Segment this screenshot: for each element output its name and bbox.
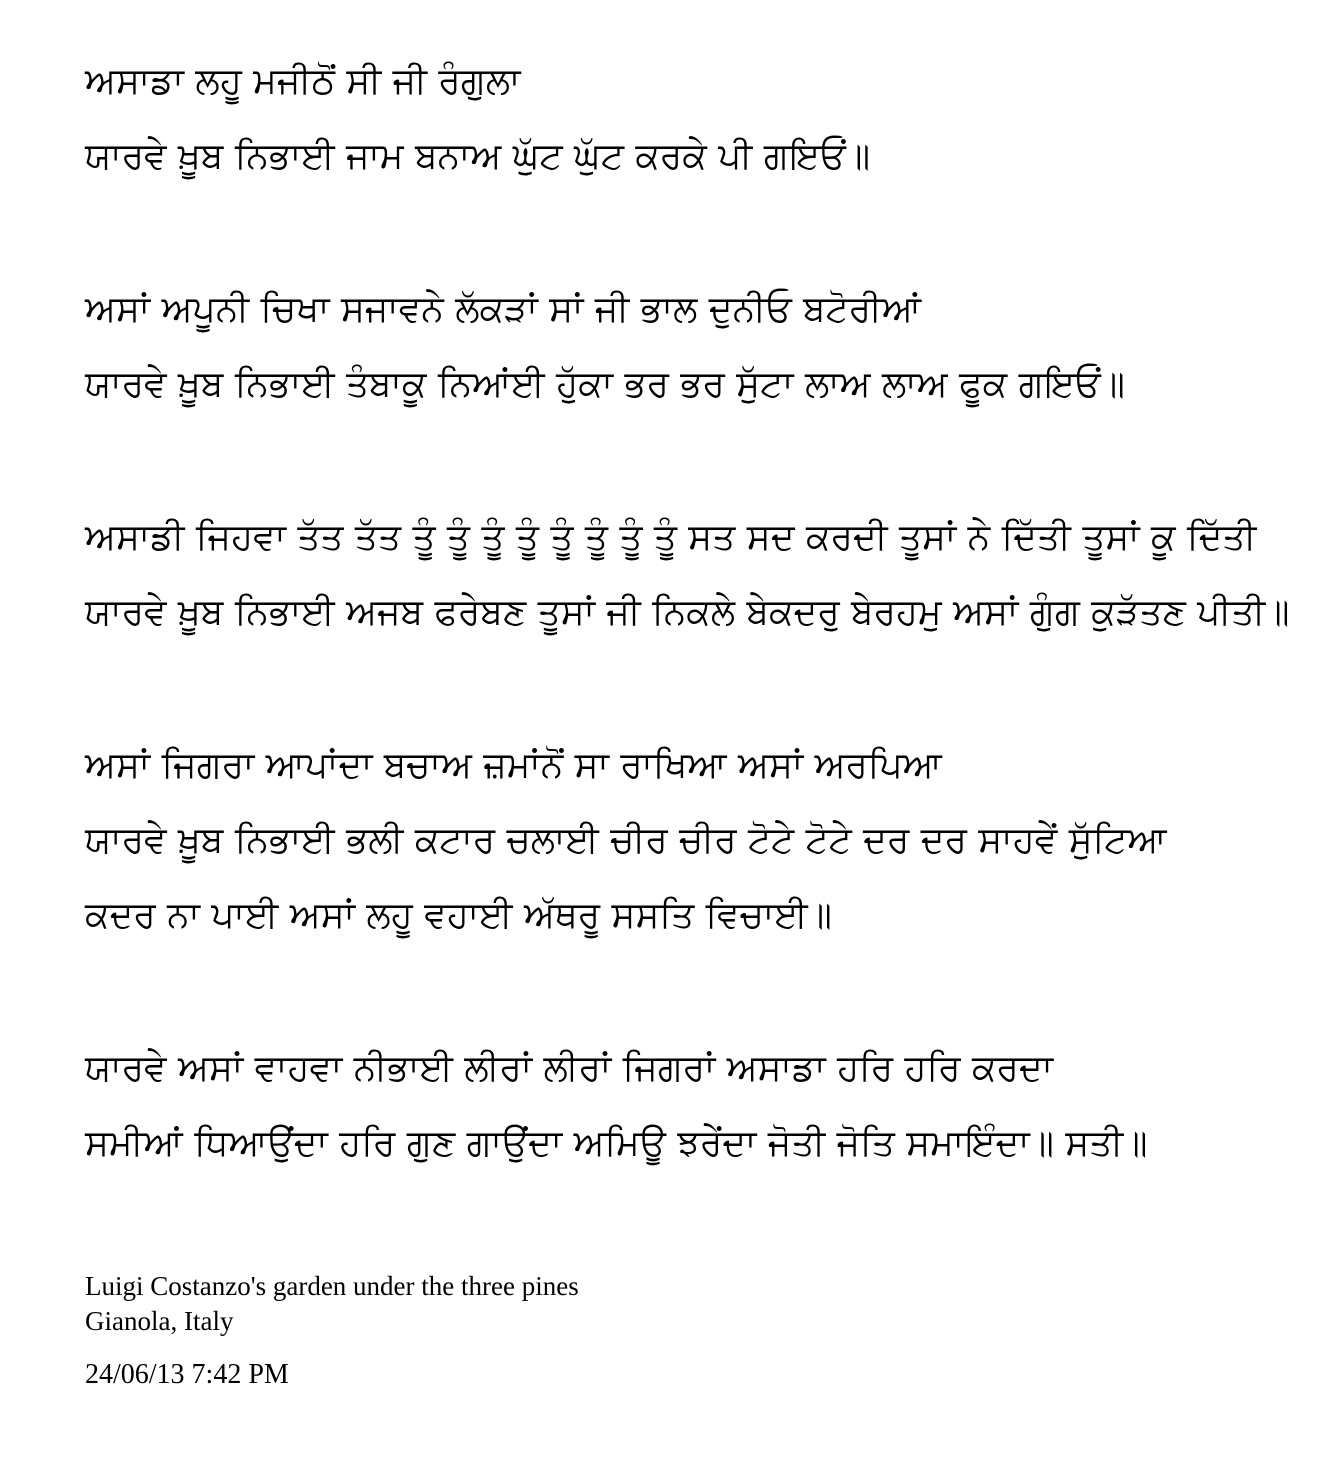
poem-stanza-3 (85, 500, 1289, 650)
poem-line: ਅਸਾਡਾ ਲਹੂ ਮਜੀਠੋਂ ਸੀ ਜੀ ਰੰਗੁਲਾ (85, 61, 521, 102)
poem-line: ਅਸਾਂ ਅਪੂਨੀ ਚਿਖਾ ਸਜਾਵਨੇ ਲੱਕੜਾਂ ਸਾਂ ਜੀ ਭਾਲ ਦੁਨੀਓ ਬਟੋਰੀਆਂ (85, 289, 922, 330)
poem-line: ਯਾਰਵੇ ਖ਼ੂਬ ਨਿਭਾਈ ਅਜਬ ਫਰੇਬਣ ਤੂਸਾਂ ਜੀ ਨਿਕਲੇ ਬੇਕਦਰੁ ਬੇਰਹਮੁ ਅਸਾਂ ਗੁੰਗ ਕੁੜੱਤਣ ਪੀਤੀ॥ (85, 592, 1290, 633)
poem-stanza-2 (85, 272, 1289, 422)
poem-stanza-5 (85, 1031, 1289, 1181)
poem-line: ਕਦਰ ਨਾ ਪਾਈ ਅਸਾਂ ਲਹੂ ਵਹਾਈ ਅੱਥਰੂ ਸਸਤਿ ਵਿਚਾਈ॥ (85, 895, 832, 936)
poem-line: ਸਮੀਆਂ ਧਿਆਉਂਦਾ ਹਰਿ ਗੁਣ ਗਾਉਂਦਾ ਅਮਿਊ ਝਰੇਂਦਾ ਜੋਤੀ ਜੋਤਿ ਸਮਾਇੰਦਾ॥ ਸਤੀ॥ (85, 1123, 1148, 1164)
caption-title: Luigi Costanzo's garden under the three pines (85, 1271, 579, 1301)
poem-line: ਯਾਰਵੇ ਅਸਾਂ ਵਾਹਵਾ ਨੀਭਾਈ ਲੀਰਾਂ ਲੀਰਾਂ ਜਿਗਰਾਂ ਅਸਾਡਾ ਹਰਿ ਹਰਿ ਕਰਦਾ (85, 1048, 1053, 1089)
poem-line: ਯਾਰਵੇ ਖ਼ੂਬ ਨਿਭਾਈ ਜਾਮ ਬਨਾਅ ਘੁੱਟ ਘੁੱਟ ਕਰਕੇ ਪੀ ਗਇਓਂ॥ (85, 136, 871, 177)
poem (85, 44, 1289, 1259)
poem-stanza-4 (85, 728, 1289, 953)
timestamp: 24/06/13 7:42 PM (85, 1359, 289, 1390)
poem-line: ਅਸਾਂ ਜਿਗਰਾ ਆਪਾਂਦਾ ਬਚਾਅ ਜ਼ਮਾਂਨੋਂ ਸਾ ਰਾਖਿਆ ਅਸਾਂ ਅਰਪਿਆ (85, 745, 942, 786)
caption-location: Gianola, Italy (85, 1306, 234, 1336)
poem-stanza-1 (85, 44, 1289, 194)
photo-caption (85, 1269, 579, 1339)
poem-line: ਅਸਾਡੀ ਜਿਹਵਾ ਤੱਤ ਤੱਤ ਤੂੰ ਤੂੰ ਤੂੰ ਤੂੰ ਤੂੰ ਤੂੰ ਤੂੰ ਤੂੰ ਸਤ ਸਦ ਕਰਦੀ ਤੂਸਾਂ ਨੇ ਦਿੱਤੀ ਤੂਸਾਂ ਕੂ ਦਿੱਤੀ (85, 517, 1257, 558)
poem-line: ਯਾਰਵੇ ਖ਼ੂਬ ਨਿਭਾਈ ਤੰਬਾਕੂ ਨਿਆਂਈ ਹੁੱਕਾ ਭਰ ਭਰ ਸੁੱਟਾ ਲਾਅ ਲਾਅ ਫੂਕ ਗਇਓਂ॥ (85, 364, 1125, 405)
poem-line: ਯਾਰਵੇ ਖ਼ੂਬ ਨਿਭਾਈ ਭਲੀ ਕਟਾਰ ਚਲਾਈ ਚੀਰ ਚੀਰ ਟੋਟੇ ਟੋਟੇ ਦਰ ਦਰ ਸਾਹਵੇਂ ਸੁੱਟਿਆ (85, 820, 1167, 861)
